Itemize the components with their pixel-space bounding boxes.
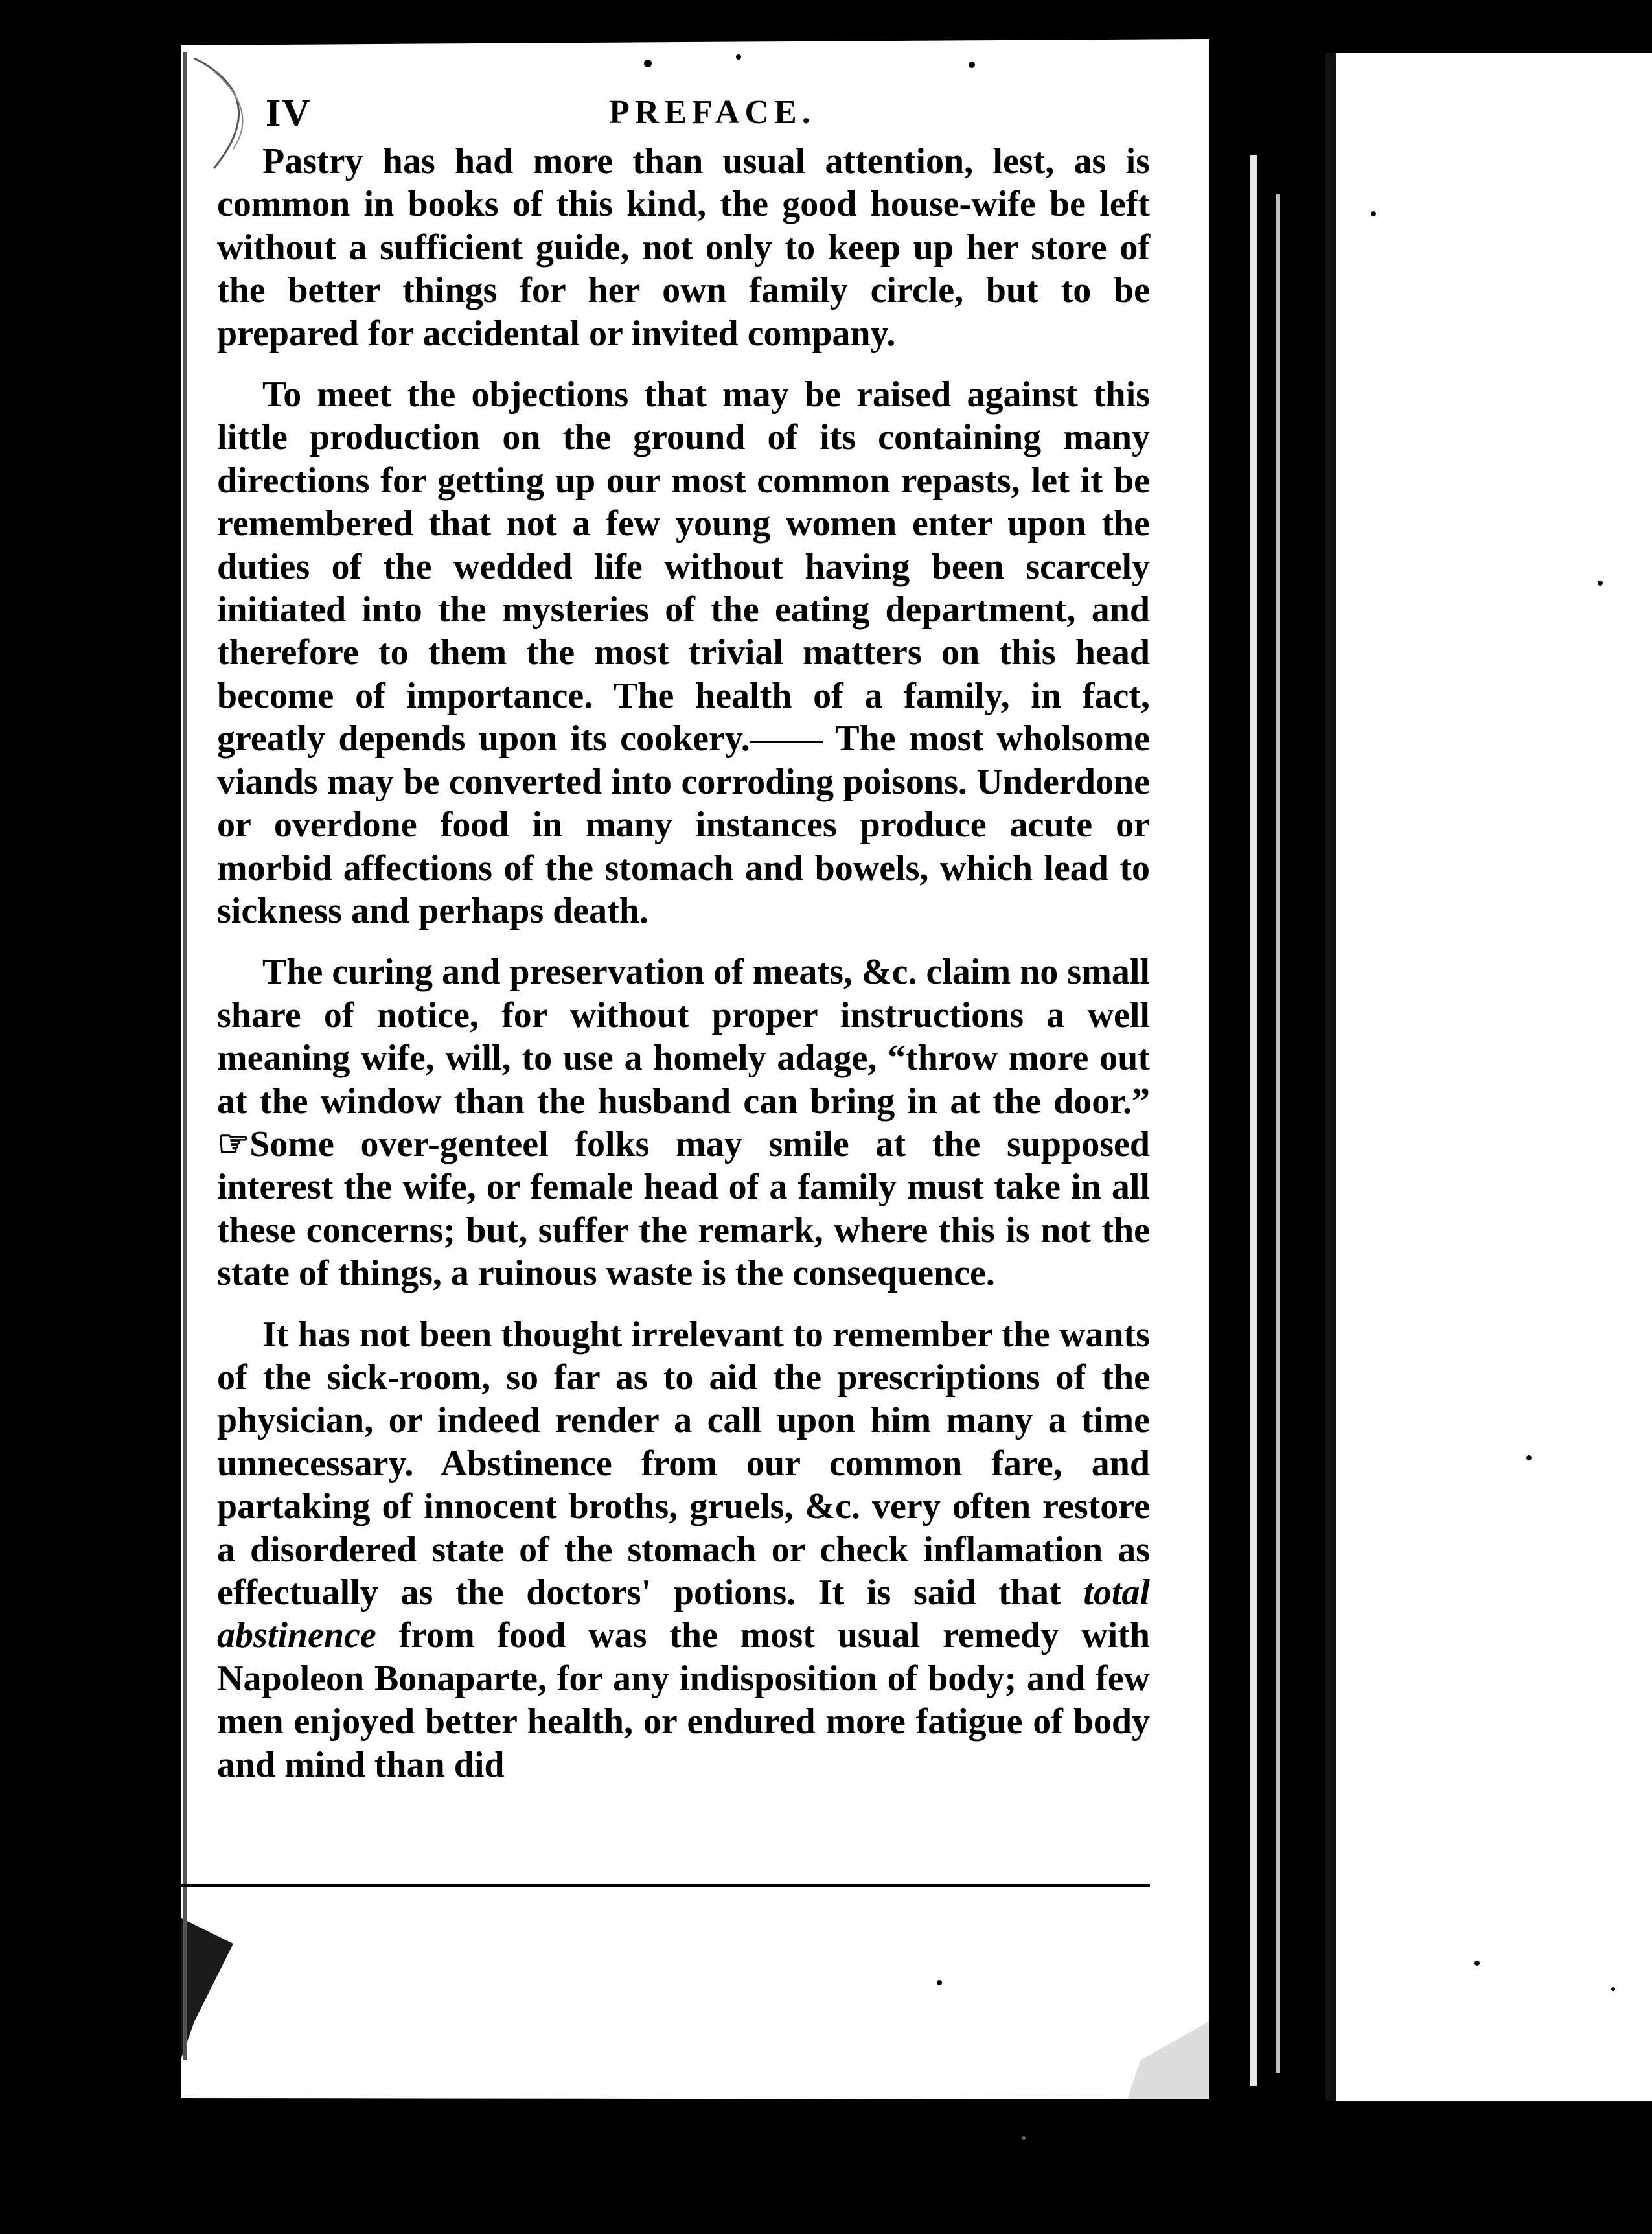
paragraph-sick-room-end: from food was the most usual remedy with Napoleon Bonaparte, for any indisposition of body; and few men enjoyed better health, or endured more fatigue of body and mind than did xyxy=(217,1615,1150,1785)
running-head xyxy=(266,91,1147,143)
paragraph-sick-room-start: It has not been thought irrelevant to remember the wants of the sick-room, so far as to aid the prescriptions of the physician, or indeed render a call upon him many a time unnecessary. Abstinence from our common fare, and partaking of innocent broths, gruels, &c. very often restore a disordered state of the stomach or check inflamation as effectually as the doctors' potions. It is said that xyxy=(217,1314,1150,1613)
paragraph-pastry: Pastry has had more than usual attention, lest, as is common in books of this kind, the good house-wife be left without a sufficient guide, not only to keep up her store of the better things for her own family circle, but to be prepared for accidental or invited company. xyxy=(217,141,1150,354)
page-header-title: PREFACE. xyxy=(609,94,816,131)
emphasis-total-abstinence: total abstinence xyxy=(217,1572,1150,1656)
paragraph-objections: To meet the objections that may be raised against this little production on the ground of its containing many directions for getting up our most common repasts, let it be remembered that not a few young women enter upon the duties of the wedded life without having been scarcely initiated into the mysteries of the eating department, and therefore to them the most trivial matters on this head become of importance. The health of a family, in fact, greatly depends upon its cookery.—— The most wholsome viands may be converted into corroding poisons. Underdone or overdone food in many instances produce acute or morbid affections of the stomach and bowels, which lead to sickness and perhaps death. xyxy=(217,374,1150,931)
paragraph-curing: The curing and preservation of meats, &c. claim no small share of notice, for without proper instructions a well meaning wife, will, to use a homely adage, “throw more out at the window than the husband can bring in at the door.” ☞Some over-genteel folks may smile at the supposed interest the wife, or female head of a family must take in all these concerns; but, suffer the remark, where this is not the state of things, a ruinous waste is the consequence. xyxy=(217,952,1150,1294)
paragraph-sick-room xyxy=(217,1313,1150,1786)
page-number: IV xyxy=(266,91,312,134)
preface-text xyxy=(217,140,1150,1804)
